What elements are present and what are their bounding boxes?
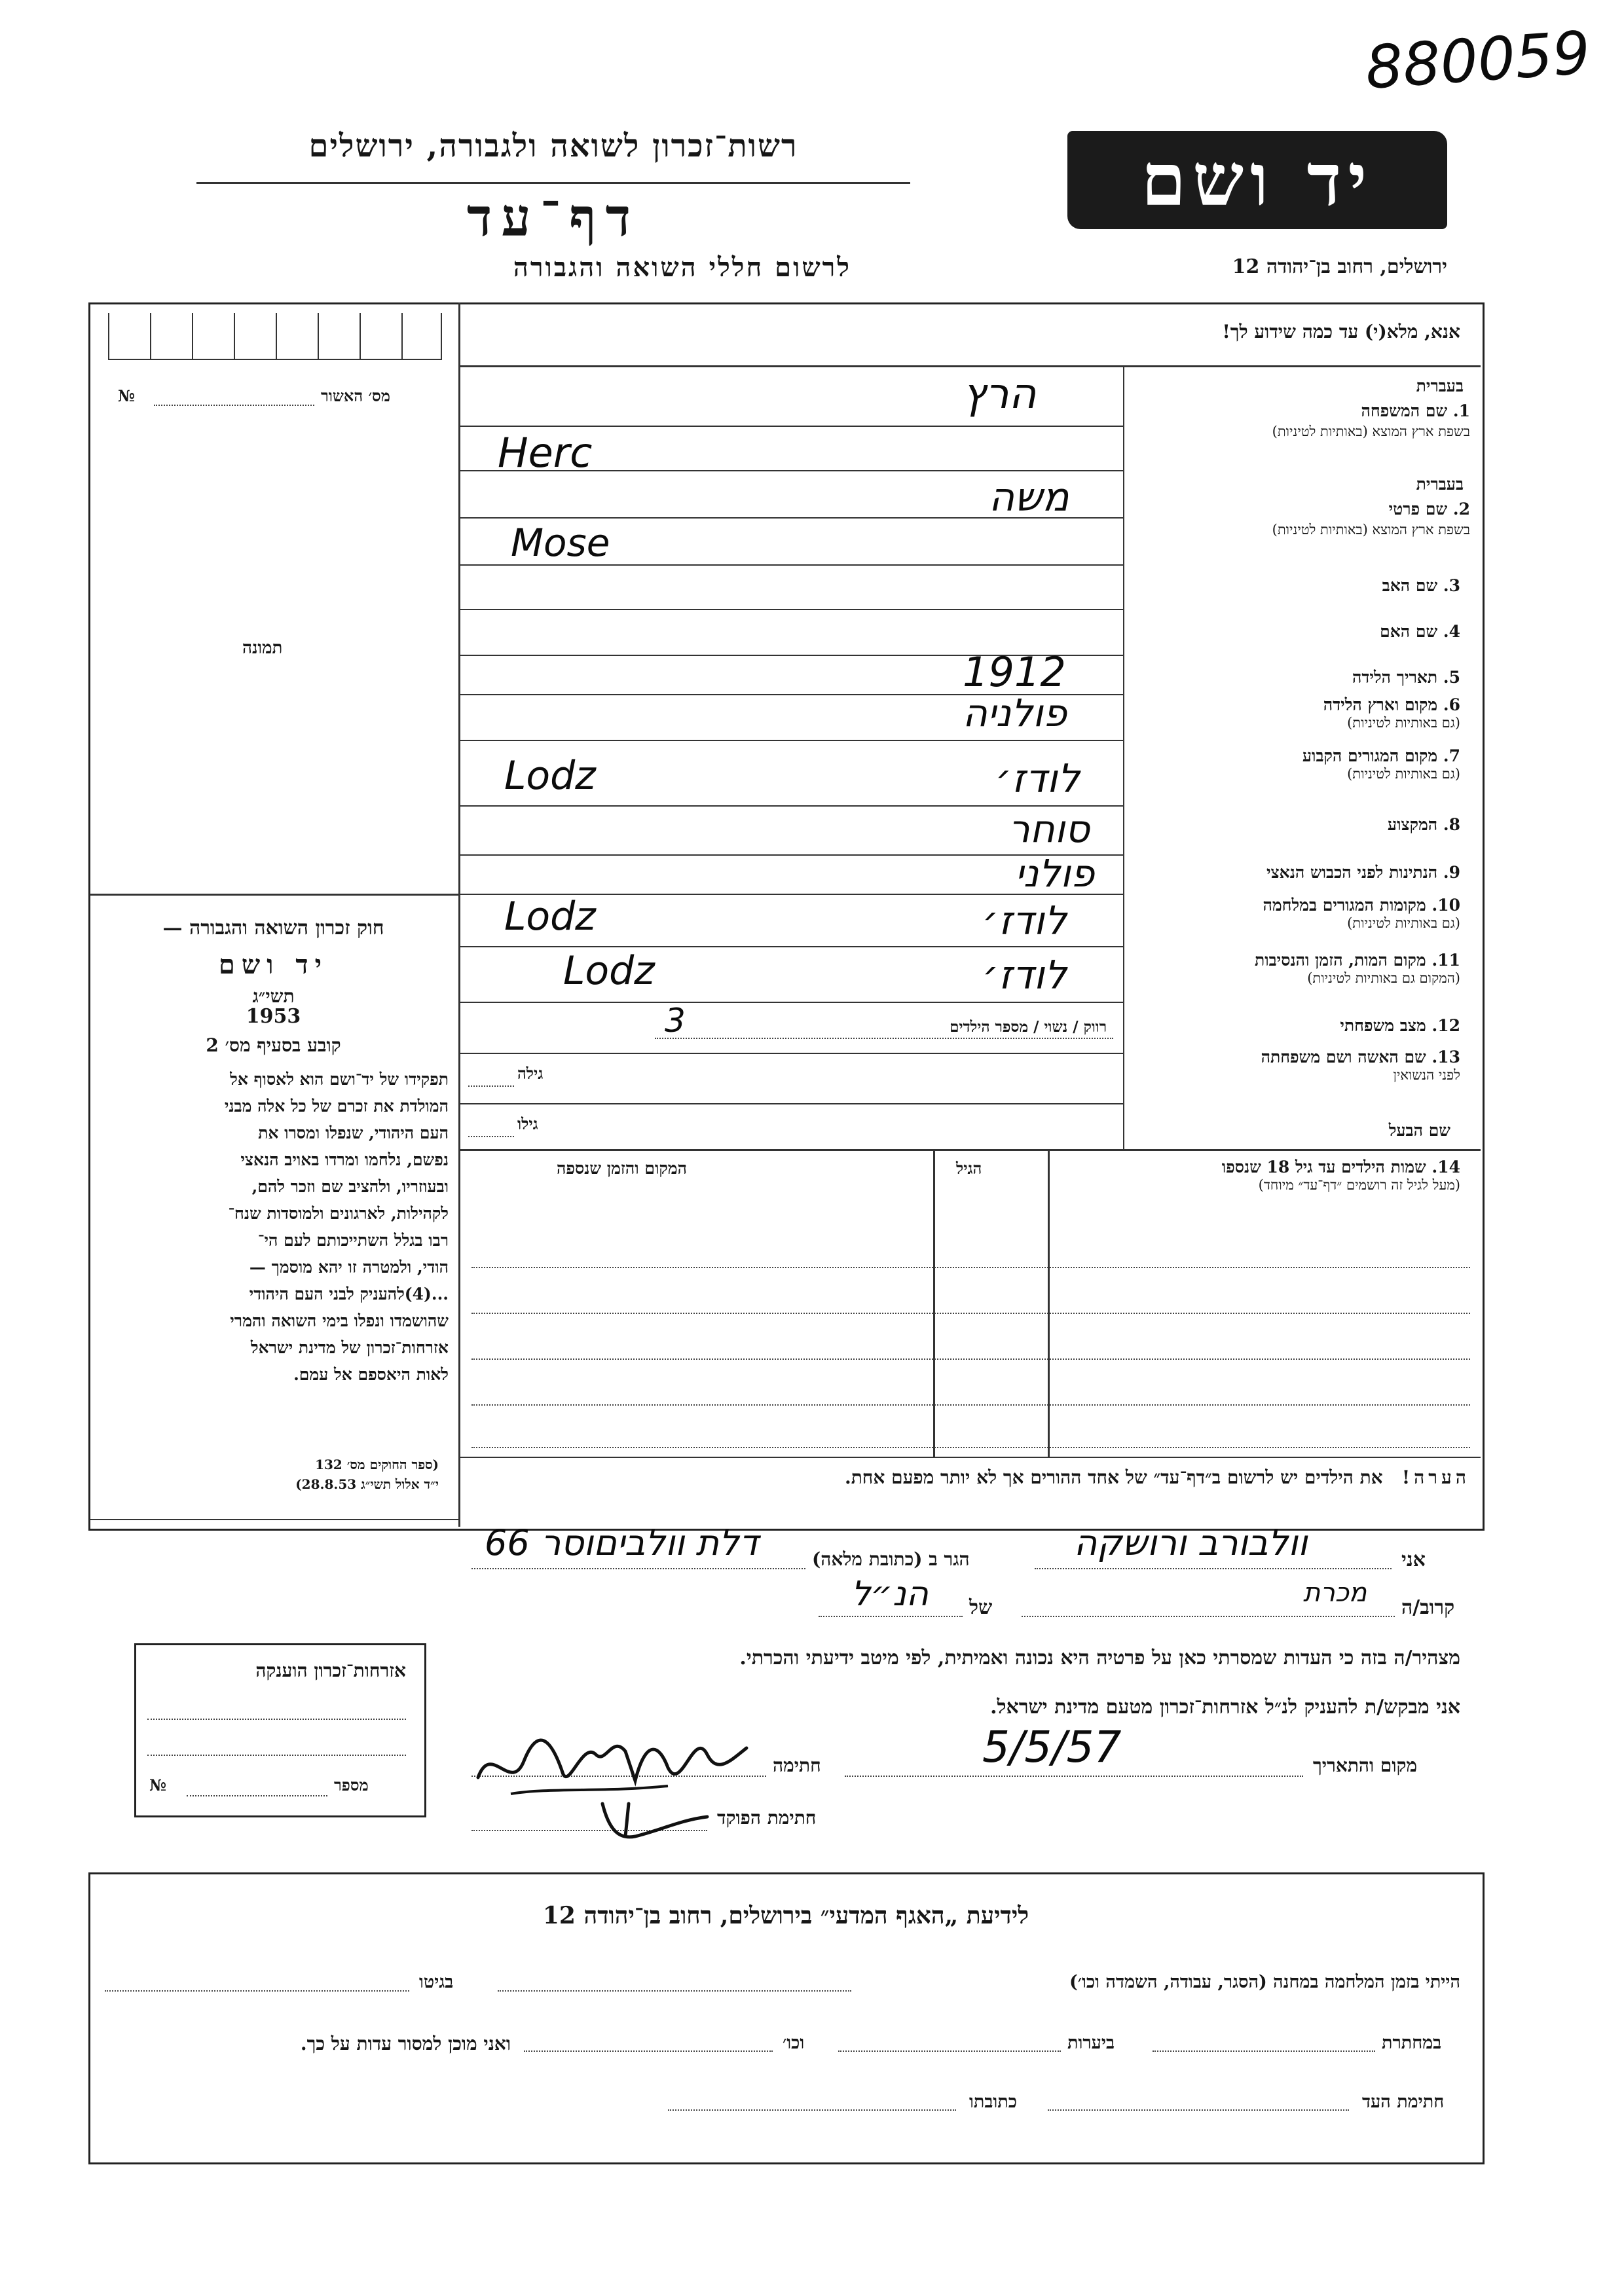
law-year-hebrew: תשי״ג — [252, 985, 295, 1007]
footer-forests-label: ביערות — [1067, 2033, 1115, 2053]
declarant-address-line — [471, 1568, 805, 1569]
relation-label: קרוב/ה — [1401, 1596, 1455, 1619]
death-place-hebrew-value: לודז׳ — [982, 953, 1067, 998]
children-row-line — [471, 1358, 1470, 1360]
law-line: העם היהודי, שנפלו ומסרו את — [258, 1123, 449, 1142]
declaration-request: אני מבקש/ת להעניק לנ״ל אזרחות־זכרון מטעם מדינת ישראל. — [990, 1696, 1460, 1719]
field-9: 9. הנתינות לפני הכבוש הנאצי — [1266, 863, 1460, 882]
wartime-residence-latin-value: Lodz — [504, 894, 596, 939]
left-column-divider — [458, 302, 460, 1527]
instruction-rule — [458, 365, 1481, 367]
field-14: 14. שמות הילדים עד גיל 18 שנספו (מעל לגיל זה רושמים ״דף־עד״ מיוחד) — [1221, 1157, 1460, 1193]
relation-value: מכרת — [1303, 1578, 1367, 1608]
fields-bottom-rule — [458, 1149, 1481, 1151]
husband-age-line — [468, 1136, 514, 1137]
law-bottom-rule — [90, 1519, 458, 1520]
footer-address-label: כתובתו — [969, 2092, 1017, 2112]
law-line: תפקידו של יד־ושם הוא לאסוף אל — [230, 1070, 449, 1089]
children-row-line — [471, 1267, 1470, 1268]
official-signature-label: חתימת הפוקד — [717, 1807, 817, 1829]
footer-witness-signature-line — [1048, 2109, 1349, 2111]
citizenship-line-1 — [147, 1719, 406, 1720]
law-line: המולדת את זכרם של כל אלה מבני — [224, 1097, 449, 1116]
law-source-1: (ספר החוקים מס׳ 132 — [315, 1457, 439, 1472]
citizenship-number-line — [187, 1795, 327, 1796]
birthdate-value: 1912 — [963, 648, 1066, 696]
residence-hebrew-value: לודז׳ — [995, 756, 1080, 802]
field-5: 5. תאריך הלידה — [1352, 668, 1460, 687]
relation-line — [1022, 1616, 1395, 1617]
law-name: יד ושם — [218, 949, 329, 980]
date-line — [845, 1776, 1303, 1777]
law-text — [101, 1066, 449, 1388]
row-rule — [458, 946, 1123, 947]
field-11: 11. מקום המות, הזמן והנסיבות (המקום גם באותיות לטיניות) — [1254, 951, 1460, 986]
death-place-latin-value: Lodz — [563, 948, 655, 994]
field-12: 12. מצב משפחתי — [1340, 1016, 1460, 1035]
law-line: שהושמדו ונפלו בימי השואה והמרי — [230, 1311, 449, 1330]
approval-label: מס׳ האשור — [321, 386, 390, 405]
citizenship-number-label: מספר — [334, 1776, 369, 1795]
field-10: 10. מקומות המגורים במלחמה (גם באותיות לטיניות) — [1263, 896, 1460, 931]
children-place-header: המקום והזמן שנספה — [557, 1159, 687, 1178]
row-rule — [458, 1053, 1123, 1054]
law-year: 1953 — [246, 1005, 301, 1028]
profession-value: סוחר — [1008, 807, 1090, 851]
archive-number: 880059 — [1363, 18, 1593, 103]
law-clause: קובע בסעיף מס׳ 2 — [206, 1034, 341, 1056]
labels-divider — [1123, 367, 1124, 1149]
children-row-line — [471, 1313, 1470, 1314]
field-1: בעברית 1. שם המשפחה בשפת ארץ המוצא (באותיות לטיניות) — [1272, 376, 1470, 439]
form-title: דף־עד — [466, 187, 640, 248]
photo-label: תמונה — [242, 638, 283, 658]
approval-no-sign: № — [118, 386, 136, 405]
field-3: 3. שם האב — [1382, 576, 1460, 595]
footer-etc-label: וכו׳ — [783, 2033, 805, 2053]
footer-address-line — [668, 2109, 956, 2111]
law-line: לאות היאספם אל עמם. — [293, 1365, 449, 1384]
citizenship-title: אזרחות־זכרון הוענקה — [255, 1660, 406, 1681]
nationality-value: פולני — [1015, 851, 1095, 896]
footer-ghetto-label: בגיטו — [419, 1972, 454, 1992]
declaration-address-label: הגר ב (כתובת מלאה) — [812, 1548, 970, 1570]
field-7: 7. מקום המגורים הקבוע (גם באותיות לטיניות) — [1302, 746, 1460, 782]
field-13: 13. שם האשה ושם משפחתה לפני הנשואין — [1261, 1048, 1460, 1083]
footer-underground-label: במחתרת — [1382, 2033, 1442, 2053]
footer-witness-signature-label: חתימת העד — [1362, 2092, 1445, 2112]
photo-area-bottom — [90, 894, 458, 896]
law-title: חוק זכרון השואה והגבורה — — [162, 917, 384, 939]
children-count-value: 3 — [665, 1002, 686, 1040]
note-text: את הילדים יש לרשום ב״דף־עד״ של אחד ההורים אך לא יותר מפעם אחת. — [844, 1467, 1383, 1488]
footer-ghetto-line — [105, 1990, 409, 1992]
citizenship-number-sign: № — [149, 1776, 167, 1795]
children-row-line — [471, 1404, 1470, 1406]
authority-underline — [196, 182, 910, 184]
authority-title: רשות־זכרון לשואה ולגבורה, ירושלים — [308, 128, 798, 164]
citizenship-line-2 — [147, 1755, 406, 1756]
field-2: בעברית 2. שם פרטי בשפת ארץ המוצא (באותיות לטיניות) — [1272, 475, 1470, 538]
law-line: רבו בגלל השתייכותם לעם הי־ — [257, 1231, 449, 1250]
footer-camp-line — [498, 1990, 851, 1992]
declarant-name-line — [1035, 1568, 1392, 1569]
husband-age-label: גילו — [517, 1114, 538, 1133]
footer-forests-line — [838, 2050, 1061, 2052]
residence-latin-value: Lodz — [504, 753, 596, 799]
declarant-name-value: וולבורב ורושקה — [1074, 1522, 1308, 1563]
surname-hebrew-value: הרץ — [963, 370, 1037, 418]
place-date-label: מקום והתאריך — [1313, 1755, 1418, 1776]
declaration-prefix: אני — [1401, 1548, 1426, 1571]
wife-age-line — [468, 1085, 514, 1087]
footer-etc-line — [524, 2050, 773, 2052]
children-col-divider-1 — [1048, 1149, 1050, 1457]
children-age-header: הגיל — [956, 1159, 982, 1178]
children-note — [471, 1467, 1470, 1489]
footer-title: לידיעת „האגף המדעי״ בירושלים, רחוב בן־יהודה 12 — [542, 1902, 1029, 1929]
tally-boxes — [108, 313, 442, 360]
row-rule — [458, 426, 1123, 427]
approval-line — [154, 405, 314, 406]
date-value: 5/5/57 — [982, 1722, 1122, 1772]
marital-line — [655, 1038, 1113, 1039]
firstname-hebrew-value: משה — [989, 475, 1069, 520]
birthplace-value: פולניה — [963, 691, 1067, 735]
field-8: 8. המקצוע — [1387, 815, 1460, 834]
declaration-statement: מצהיר/ה בזה כי העדות שמסרתי כאן על פרטיה היא נכונה ואמיתית, לפי מיטב ידיעתי והכרתי. — [739, 1647, 1460, 1669]
yad-vashem-logo: יד ושם — [1067, 131, 1447, 229]
field-6: 6. מקום וארץ הלידה (גם באותיות לטיניות) — [1323, 695, 1460, 731]
signature-label: חתימה — [773, 1755, 821, 1776]
of-value: הנ״ל — [851, 1575, 929, 1614]
children-col-divider-2 — [933, 1149, 935, 1457]
field-4: 4. שם האם — [1380, 622, 1460, 641]
surname-latin-value: Herc — [498, 429, 593, 477]
law-line: אזרחות־זכרון של מדינת ישראל — [250, 1338, 449, 1357]
official-signature — [589, 1791, 720, 1850]
row-rule — [458, 1103, 1123, 1104]
law-line: ...(4)להעניק לבני העם היהודי — [249, 1285, 449, 1303]
address: ירושלים, רחוב בן־יהודה 12 — [1232, 255, 1447, 278]
law-line: ובעוזריו, ולהציב שם וזכר להם, — [251, 1177, 449, 1196]
wife-age-label: גילה — [517, 1064, 544, 1083]
of-line — [819, 1616, 963, 1617]
law-source-2: י״ד אלול תשי״ג 28.8.53) — [295, 1476, 439, 1492]
footer-camp-label: הייתי בזמן המלחמה במחנה (הסגר, עבודה, השמדה וכו׳) — [1069, 1972, 1460, 1992]
children-row-line — [471, 1447, 1470, 1448]
law-line: הודי, ולמטרה זו יהא מוסמך — — [249, 1258, 449, 1277]
instruction: אנא, מלא(י) עד כמה שידוע לך! — [1222, 321, 1460, 342]
of-label: של — [969, 1596, 993, 1619]
wartime-residence-hebrew-value: לודז׳ — [982, 898, 1067, 944]
firstname-latin-value: Mose — [511, 520, 610, 565]
form-subtitle: לרשום חללי השואה והגבורה — [513, 252, 851, 283]
children-bottom-rule — [458, 1457, 1481, 1458]
note-label: הערה! — [1401, 1467, 1470, 1488]
row-rule — [458, 609, 1123, 610]
field-husband: שם הבעל — [1388, 1121, 1450, 1140]
footer-underground-line — [1153, 2050, 1375, 2052]
row-rule — [458, 1002, 1123, 1003]
row-rule — [458, 740, 1123, 741]
law-line: נפשם, נלחמו ומרדו באויב הנאצי — [240, 1150, 449, 1169]
declarant-address-value: דלת וולביםוסר 66 — [485, 1522, 759, 1563]
law-line: לקהילות, לארגונים ולמוסדות שנח־ — [228, 1204, 449, 1223]
marital-options: רווק / נשוי / מספר הילדים — [950, 1018, 1107, 1036]
footer-testimony-label: ואני מוכן למסור עדות על כך. — [300, 2033, 511, 2054]
